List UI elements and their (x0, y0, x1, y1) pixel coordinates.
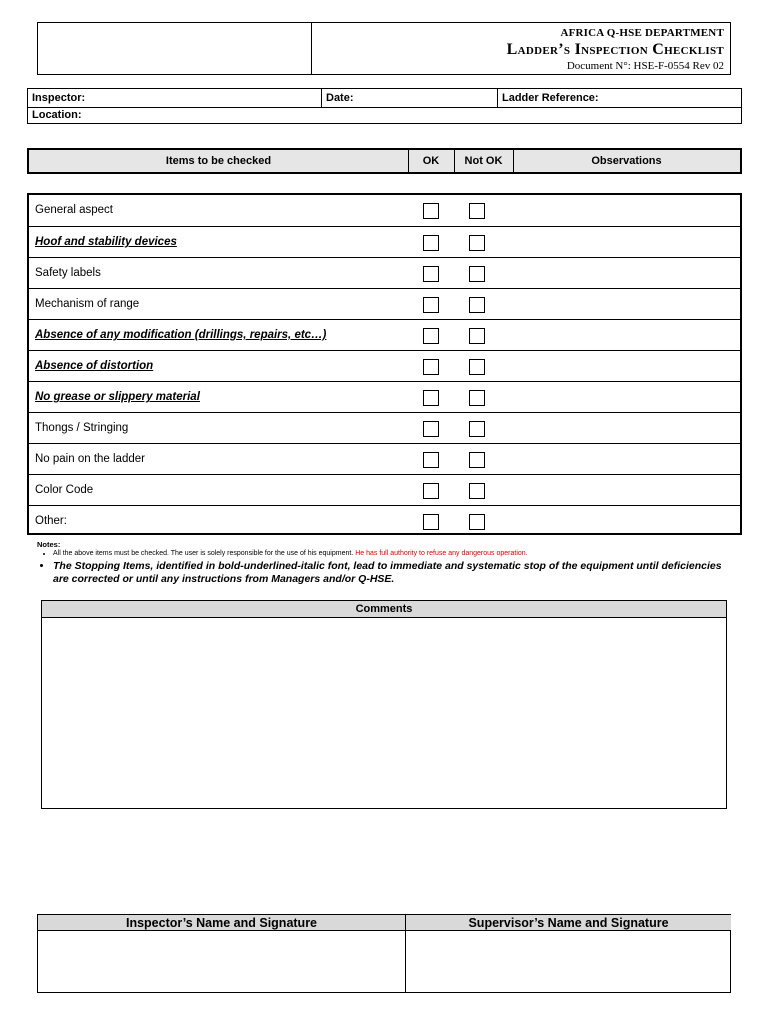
ok-checkbox[interactable] (423, 297, 439, 313)
checklist-item-label: Mechanism of range (35, 298, 140, 310)
department-name: AFRICA Q-HSE DEPARTMENT (560, 27, 724, 39)
ok-checkbox[interactable] (423, 328, 439, 344)
not-ok-checkbox[interactable] (469, 235, 485, 251)
inspector-field[interactable] (28, 89, 322, 107)
observation-field[interactable] (513, 258, 740, 288)
location-field[interactable] (28, 107, 741, 124)
ok-column-header: OK (422, 155, 440, 167)
not-ok-checkbox[interactable] (469, 483, 485, 499)
note-warning-text: He has full authority to refuse any dangerous operation. (355, 550, 528, 557)
not-ok-column-header: Not OK (464, 155, 503, 167)
not-ok-checkbox[interactable] (469, 359, 485, 375)
date-label: Date: (326, 92, 354, 104)
document-header (37, 22, 731, 75)
notes-section (37, 540, 737, 586)
observation-field[interactable] (513, 444, 740, 474)
document-title: Ladder’s Inspection Checklist (506, 41, 724, 58)
checklist-item-label: Absence of distortion (35, 360, 154, 372)
checklist-item-label: Other: (35, 515, 67, 527)
notes-title: Notes: (37, 540, 61, 549)
inspector-signature-field[interactable] (38, 932, 405, 993)
not-ok-checkbox[interactable] (469, 297, 485, 313)
ok-checkbox[interactable] (423, 235, 439, 251)
logo-area (38, 23, 312, 74)
checklist-item-label: No grease or slippery material (35, 391, 200, 403)
observation-field[interactable] (513, 506, 740, 536)
stopping-items-note: • The Stopping Items, identified in bold-underlined-italic font, lead to immediate and systematic stop of the equipment until deficiencies are corrected or until any instructions from Managers and/or Q-HSE. (53, 560, 737, 586)
observation-field[interactable] (513, 227, 740, 257)
comments-box (41, 600, 727, 809)
ok-checkbox[interactable] (423, 483, 439, 499)
ladder-reference-field[interactable] (498, 89, 741, 107)
ok-checkbox[interactable] (423, 452, 439, 468)
observation-field[interactable] (513, 289, 740, 319)
supervisor-signature-header: Supervisor’s Name and Signature (406, 915, 731, 931)
not-ok-checkbox[interactable] (469, 266, 485, 282)
supervisor-signature-field[interactable] (406, 932, 731, 993)
checklist-item-label: General aspect (35, 204, 113, 216)
checklist-row (29, 412, 740, 443)
ok-checkbox[interactable] (423, 266, 439, 282)
not-ok-checkbox[interactable] (469, 203, 485, 219)
checklist-item-label: Absence of any modification (drillings, repairs, etc…) (35, 329, 327, 341)
checklist-row (29, 474, 740, 505)
observation-field[interactable] (513, 351, 740, 381)
inspector-label: Inspector: (32, 92, 86, 104)
note-item (53, 550, 737, 557)
date-field[interactable] (322, 89, 498, 107)
ok-checkbox[interactable] (423, 421, 439, 437)
inspection-info-table (27, 88, 742, 124)
checklist-item-label: Color Code (35, 484, 94, 496)
not-ok-checkbox[interactable] (469, 328, 485, 344)
checklist-item-label: Hoof and stability devices (35, 236, 177, 248)
checklist-row (29, 505, 740, 536)
note-text: All the above items must be checked. The user is solely responsible for the use of his equipment. (53, 550, 354, 557)
inspector-signature-header: Inspector’s Name and Signature (38, 915, 405, 931)
checklist-row (29, 257, 740, 288)
title-area (312, 23, 730, 74)
observation-field[interactable] (513, 413, 740, 443)
signature-table (37, 914, 731, 993)
checklist-row (29, 288, 740, 319)
checklist-item-label: Thongs / Stringing (35, 422, 129, 434)
comments-title: Comments (42, 601, 726, 618)
observation-field[interactable] (513, 475, 740, 505)
checklist-row (29, 381, 740, 412)
checklist-item-label: No pain on the ladder (35, 453, 145, 465)
checklist-row (29, 319, 740, 350)
not-ok-checkbox[interactable] (469, 390, 485, 406)
items-column-header: Items to be checked (165, 155, 272, 167)
observations-column-header: Observations (591, 155, 662, 167)
observation-field[interactable] (513, 195, 740, 226)
ladder-reference-label: Ladder Reference: (502, 92, 599, 104)
checklist-row (29, 443, 740, 474)
checklist-table (27, 193, 742, 535)
ok-checkbox[interactable] (423, 514, 439, 530)
checklist-item-label: Safety labels (35, 267, 101, 279)
ok-checkbox[interactable] (423, 359, 439, 375)
not-ok-checkbox[interactable] (469, 514, 485, 530)
checklist-row (29, 195, 740, 226)
observation-field[interactable] (513, 320, 740, 350)
info-row (28, 89, 741, 108)
comments-area[interactable] (42, 618, 726, 808)
checklist-row (29, 350, 740, 381)
location-label: Location: (32, 109, 82, 121)
not-ok-checkbox[interactable] (469, 421, 485, 437)
observation-field[interactable] (513, 382, 740, 412)
ok-checkbox[interactable] (423, 390, 439, 406)
not-ok-checkbox[interactable] (469, 452, 485, 468)
checklist-row (29, 226, 740, 257)
checklist-column-header (27, 148, 742, 174)
ok-checkbox[interactable] (423, 203, 439, 219)
document-number: Document N°: HSE-F-0554 Rev 02 (566, 60, 724, 72)
